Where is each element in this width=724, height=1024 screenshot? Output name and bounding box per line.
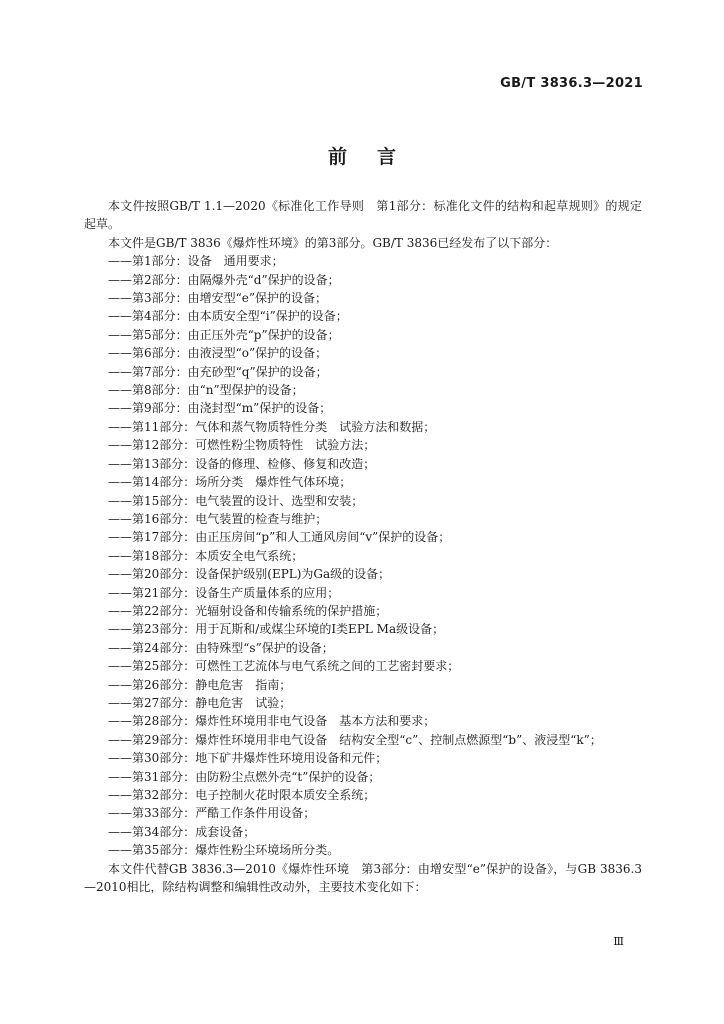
list-item: ——第22部分：光辐射设备和传输系统的保护措施； [108, 603, 388, 618]
list-item: ——第7部分：由充砂型“q”保护的设备； [108, 364, 328, 379]
list-item: ——第2部分：由隔爆外壳“d”保护的设备； [108, 272, 340, 287]
list-item: ——第18部分：本质安全电气系统； [108, 548, 304, 563]
doc-code: GB/T 3836.3—2021 [500, 76, 643, 91]
list-item: ——第4部分：由本质安全型“i”保护的设备； [108, 309, 348, 324]
list-item: ——第28部分：爆炸性环境用非电气设备 基本方法和要求； [108, 714, 436, 729]
list-item: ——第6部分：由液浸型“o”保护的设备； [108, 346, 328, 361]
list-item: ——第24部分：由特殊型“s”保护的设备； [108, 640, 334, 655]
list-item: ——第14部分：场所分类 爆炸性气体环境； [108, 475, 352, 490]
list-item: ——第33部分：严酷工作条件用设备； [108, 806, 316, 821]
list-item: ——第32部分：电子控制火花时限本质安全系统； [108, 788, 376, 802]
page-title: 前言 [327, 146, 426, 168]
list-item: ——第8部分：由“n”型保护的设备； [108, 383, 304, 398]
parts-list [84, 252, 642, 859]
list-item: ——第21部分：设备生产质量体系的应用； [108, 585, 340, 600]
list-item: ——第11部分：气体和蒸气物质特性分类 试验方法和数据； [108, 419, 436, 434]
list-item: ——第1部分：设备 通用要求； [108, 254, 284, 269]
list-item: ——第16部分：电气装置的检查与维护； [108, 511, 328, 526]
list-item: ——第25部分：可燃性工艺流体与电气系统之间的工艺密封要求； [108, 659, 460, 674]
list-item: ——第29部分：爆炸性环境用非电气设备 结构安全型“c”、控制点燃源型“b”、液浸型“k”； [108, 732, 602, 747]
list-item: ——第31部分：由防粉尘点燃外壳“t”保护的设备； [108, 769, 381, 784]
list-item: ——第17部分：由正压房间“p”和人工通风房间“v”保护的设备； [108, 530, 451, 545]
list-item: ——第23部分：用于瓦斯和/或煤尘环境的Ⅰ类EPL Ma级设备； [108, 622, 445, 637]
list-item: ——第13部分：设备的修理、检修、修复和改造； [108, 456, 376, 471]
list-item: ——第27部分：静电危害 试验； [108, 695, 292, 710]
list-item: ——第3部分：由增安型“e”保护的设备； [108, 291, 328, 306]
list-item: ——第34部分：成套设备； [108, 824, 256, 839]
list-item: ——第12部分：可燃性粉尘物质特性 试验方法； [108, 438, 376, 453]
page-number: Ⅲ [613, 935, 624, 948]
list-item: ——第20部分：设备保护级别(EPL)为Ga级的设备； [108, 567, 391, 582]
replace-paragraph: 本文件代替GB 3836.3—2010《爆炸性环境 第3部分：由增安型“e”保护的设备》，与GB 3836.3—2010相比，除结构调整和编辑性改动外，主要技术变化如下： [84, 861, 642, 895]
list-item: ——第9部分：由浇封型“m”保护的设备； [108, 401, 332, 416]
list-item: ——第26部分：静电危害 指南； [108, 677, 292, 692]
intro-paragraph-1: 本文件按照GB/T 1.1—2020《标准化工作导则 第1部分：标准化文件的结构和起草规则》的规定起草。 [84, 199, 642, 232]
intro-paragraph-2: 本文件是GB/T 3836《爆炸性环境》的第3部分。GB/T 3836已经发布了以下部分： [108, 235, 558, 250]
document-body [84, 197, 642, 896]
list-item: ——第30部分：地下矿井爆炸性环境用设备和元件； [108, 751, 388, 766]
list-item: ——第5部分：由正压外壳“p”保护的设备； [108, 327, 340, 342]
list-item: ——第35部分：爆炸性粉尘环境场所分类。 [108, 843, 340, 858]
list-item: ——第15部分：电气装置的设计、选型和安装； [108, 493, 364, 508]
